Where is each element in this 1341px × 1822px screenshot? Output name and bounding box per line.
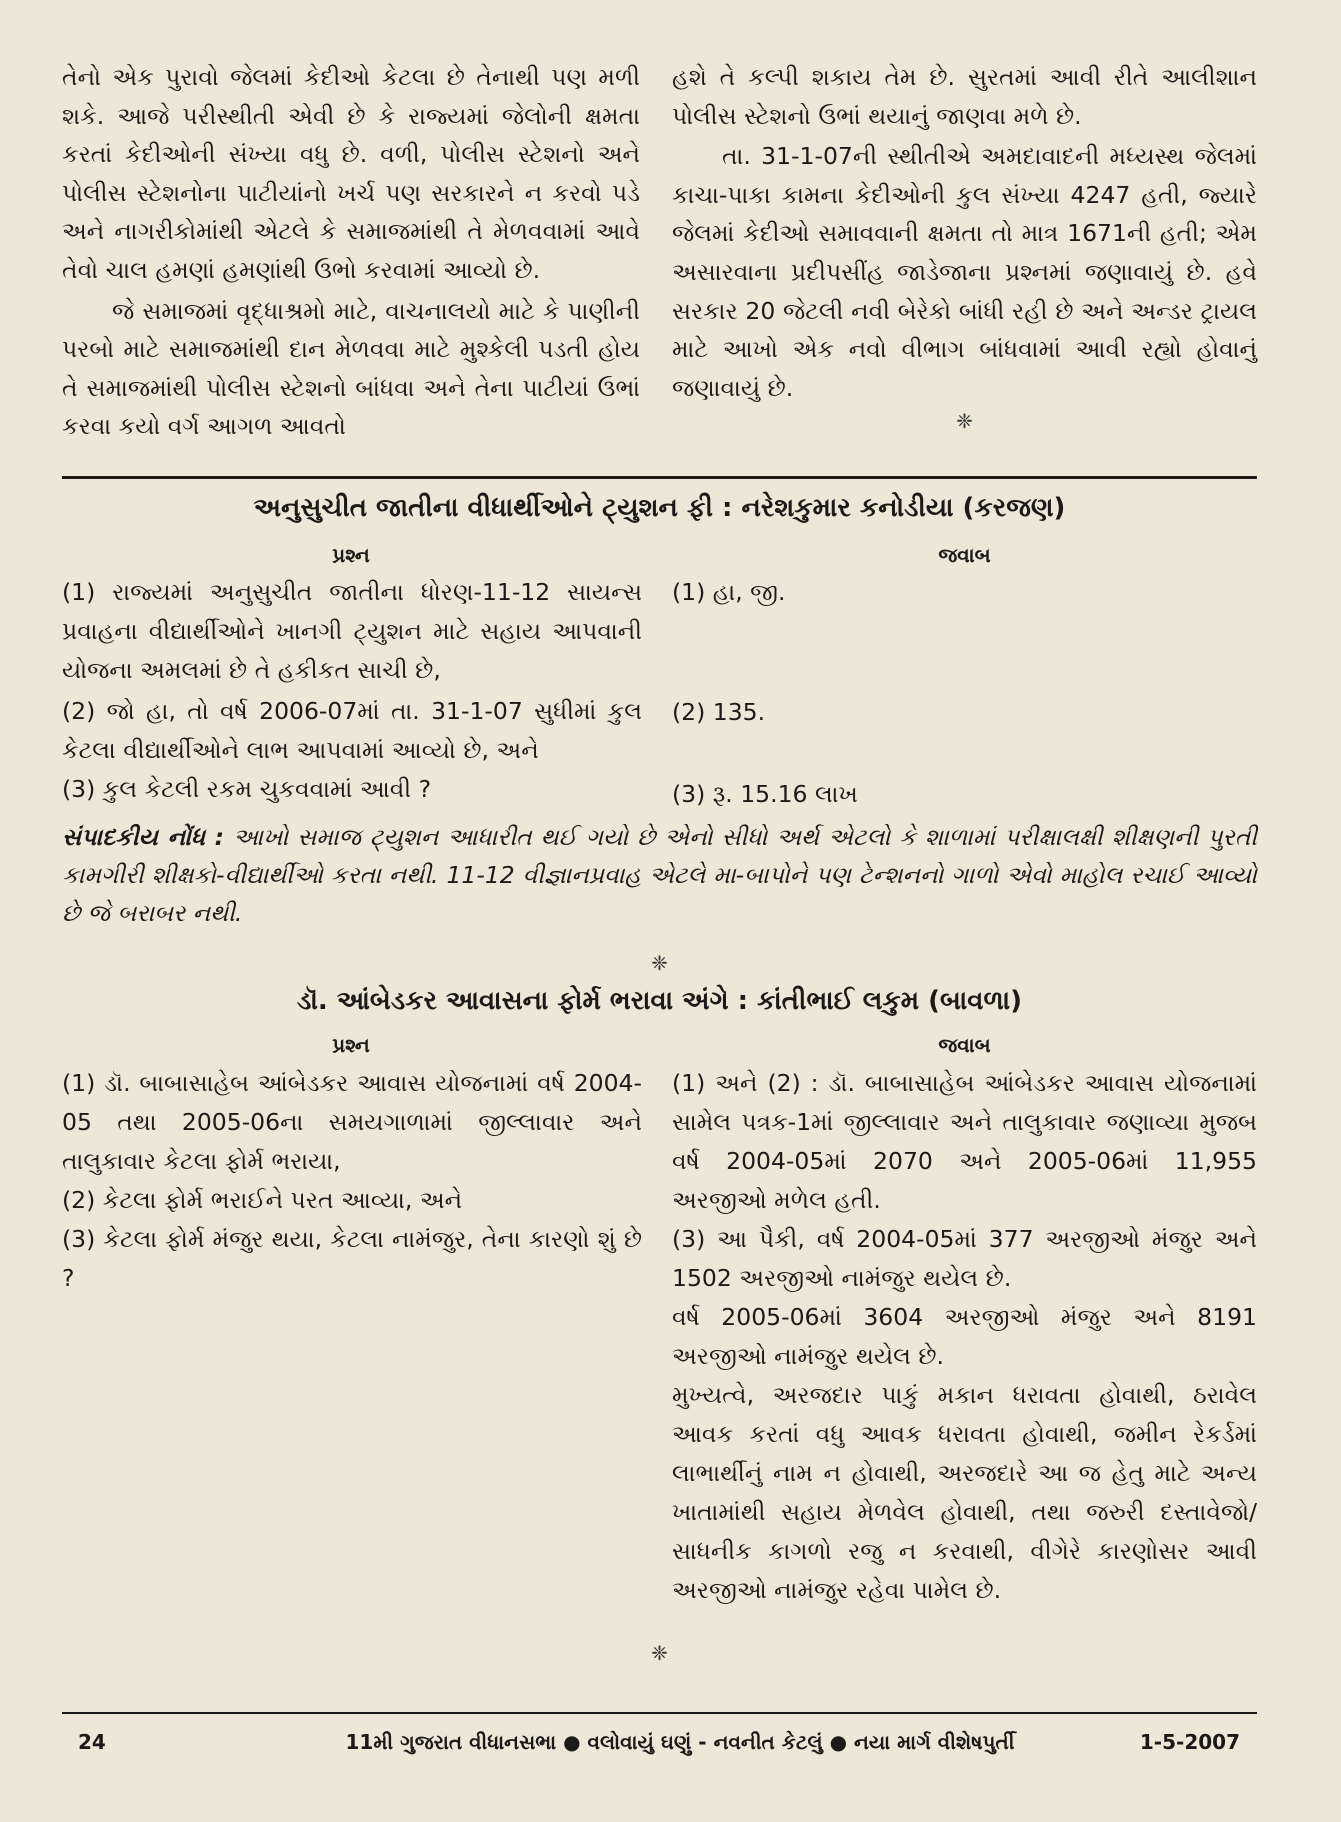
footer-date: 1-5-2007 [1139, 1730, 1240, 1754]
section2-answer-label: જવાબ [938, 1033, 991, 1057]
intro-right-column [672, 58, 1257, 435]
section1-question-1: (1) રાજ્યમાં અનુસુચીત જાતીના ધોરણ-11-12 સાયન્સ પ્રવાહના વીદ્યાર્થીઓને ખાનગી ટ્યુશન માટે સહાય આપવાની યોજના અમલમાં છે તે હકીકત સાચી છે, [62, 578, 642, 684]
section1-question-label: પ્રશ્ન [332, 543, 370, 567]
section2-answer-2: (3) આ પૈકી, વર્ષ 2004-05માં 377 અરજીઓ મંજુર અને 1502 અરજીઓ નામંજુર થયેલ છે. [672, 1225, 1257, 1292]
section1-questions [62, 573, 642, 809]
section1-answer-label: જવાબ [938, 543, 991, 567]
intro-left-paragraph-2: જે સમાજમાં વૃદ્ધાશ્રમો માટે, વાચનાલયો માટે કે પાણીની પરબો માટે સમાજમાંથી દાન મેળવવા માટે મુશ્કેલી પડતી હોય તે સમાજમાંથી પોલીસ સ્ટેશનો બાંધવા અને તેના પાટીયાં ઉભાં કરવા કયો વર્ગ આગળ આવતો [62, 296, 640, 441]
editorial-note-text: આખો સમાજ ટ્યુશન આધારીત થઈ ગયો છે એનો સીધો અર્થ એટલો કે શાળામાં પરીક્ષાલક્ષી શીક્ષણની પુરતી કામગીરી શીક્ષકો-વીદ્યાર્થીઓ કરતા નથી. 11-12 વીજ્ઞાનપ્રવાહ એટલે મા-બાપોને પણ ટેન્શનનો ગાળો એવો માહોલ રચાઈ આવ્યો છે જે બરાબર નથી. [62, 823, 1258, 927]
editorial-note-label: સંપાદકીય નોંધ : [62, 823, 225, 851]
section2-question-label: પ્રશ્ન [332, 1033, 370, 1057]
editorial-note [62, 818, 1257, 932]
footer-title: 11મી ગુજરાત વીધાનસભા ● વલોવાયું ઘણું - નવનીત કેટલું ● નયા માર્ગ વીશેષપુર્તી [345, 1730, 1015, 1754]
section-divider-icon: ❈ [956, 409, 973, 434]
section2-answers [672, 1064, 1257, 1610]
section1-answer-3: (3) રૂ. 15.16 લાખ [672, 780, 858, 808]
intro-right-paragraph-1: હશે તે કલ્પી શકાય તેમ છે. સુરતમાં આવી રીતે આલીશાન પોલીસ સ્ટેશનો ઉભાં થયાનું જાણવા મળે છે. [672, 63, 1257, 130]
section2-answer-3: વર્ષ 2005-06માં 3604 અરજીઓ મંજુર અને 8191 અરજીઓ નામંજુર થયેલ છે. [672, 1303, 1257, 1370]
intro-left-paragraph-1: તેનો એક પુરાવો જેલમાં કેદીઓ કેટલા છે તેનાથી પણ મળી શકે. આજે પરીસ્થીતી એવી છે કે રાજ્યમાં જેલોની ક્ષમતા કરતાં કેદીઓની સંખ્યા વધુ છે. વળી, પોલીસ સ્ટેશનો અને પોલીસ સ્ટેશનોના પાટીયાંનો ખર્ચ પણ સરકારને ન કરવો પડે અને નાગરીકોમાંથી એટલે કે સમાજમાંથી તે મેળવવામાં આવે તેવો ચાલ હમણાં હમણાંથી ઉભો કરવામાં આવ્યો છે. [62, 63, 640, 284]
section2-answer-4: મુખ્યત્વે, અરજદાર પાકું મકાન ધરાવતા હોવાથી, ઠરાવેલ આવક કરતાં વધુ આવક ધરાવતા હોવાથી, જમીન રેકર્ડમાં લાભાર્થીનું નામ ન હોવાથી, અરજદારે આ જ હેતુ માટે અન્ય ખાતામાંથી સહાય મેળવેલ હોવાથી, તથા જરુરી દસ્તાવેજો/સાધનીક કાગળો રજુ ન કરવાથી, વીગેરે કારણોસર આવી અરજીઓ નામંજુર રહેવા પામેલ છે. [672, 1381, 1257, 1604]
section2-questions [62, 1064, 642, 1298]
section1-question-2: (2) જો હા, તો વર્ષ 2006-07માં તા. 31-1-07 સુધીમાં કુલ કેટલા વીદ્યાર્થીઓને લાભ આપવામાં આવ્યો છે, અને [62, 697, 642, 764]
horizontal-rule [62, 476, 1257, 479]
section1-answer-2: (2) 135. [672, 698, 766, 726]
intro-right-paragraph-2: તા. 31-1-07ની સ્થીતીએ અમદાવાદની મધ્યસ્થ જેલમાં કાચા-પાકા કામના કેદીઓની કુલ સંખ્યા 4247 હતી, જ્યારે જેલમાં કેદીઓ સમાવવાની ક્ષમતા તો માત્ર 1671ની હતી; એમ અસારવાના પ્રદીપસીંહ જાડેજાના પ્રશ્નમાં જણાવાયું છે. હવે સરકાર 20 જેટલી નવી બેરેકો બાંધી રહી છે અને અન્ડર ટ્રાયલ માટે આખો એક નવો વીભાગ બાંધવામાં આવી રહ્યો હોવાનું જણાવાયું છે. [672, 142, 1257, 402]
section1-question-3: (3) કુલ કેટલી રકમ ચુકવવામાં આવી ? [62, 775, 432, 803]
section2-question-2: (2) કેટલા ફોર્મ ભરાઈને પરત આવ્યા, અને [62, 1186, 463, 1214]
section2-question-1: (1) ડૉ. બાબાસાહેબ આંબેડકર આવાસ યોજનામાં વર્ષ 2004-05 તથા 2005-06ના સમયગાળામાં જીલ્લાવાર અને તાલુકાવાર કેટલા ફોર્મ ભરાયા, [62, 1069, 642, 1175]
page-number: 24 [78, 1730, 106, 1754]
footer-rule [62, 1712, 1257, 1714]
intro-left-column [62, 58, 640, 446]
section-divider-icon: ❈ [651, 1641, 668, 1665]
section-divider-icon: ❈ [651, 951, 668, 975]
section2-answer-1: (1) અને (2) : ડૉ. બાબાસાહેબ આંબેડકર આવાસ યોજનામાં સામેલ પત્રક-1માં જીલ્લાવાર અને તાલુકાવાર જણાવ્યા મુજબ વર્ષ 2004-05માં 2070 અને 2005-06માં 11,955 અરજીઓ મળેલ હતી. [672, 1069, 1257, 1214]
section1-heading: અનુસુચીત જાતીના વીધાર્થીઓને ટ્યુશન ફી : નરેશકુમાર કનોડીયા (કરજણ) [253, 493, 1066, 523]
section1-answer-1: (1) હા, જી. [672, 578, 786, 606]
section2-heading: ડૉ. આંબેડકર આવાસના ફોર્મ ભરાવા અંગે : કાંતીભાઈ લકુમ (બાવળા) [296, 986, 1023, 1016]
section2-question-3: (3) કેટલા ફોર્મ મંજુર થયા, કેટલા નામંજુર, તેના કારણો શું છે ? [62, 1225, 642, 1292]
